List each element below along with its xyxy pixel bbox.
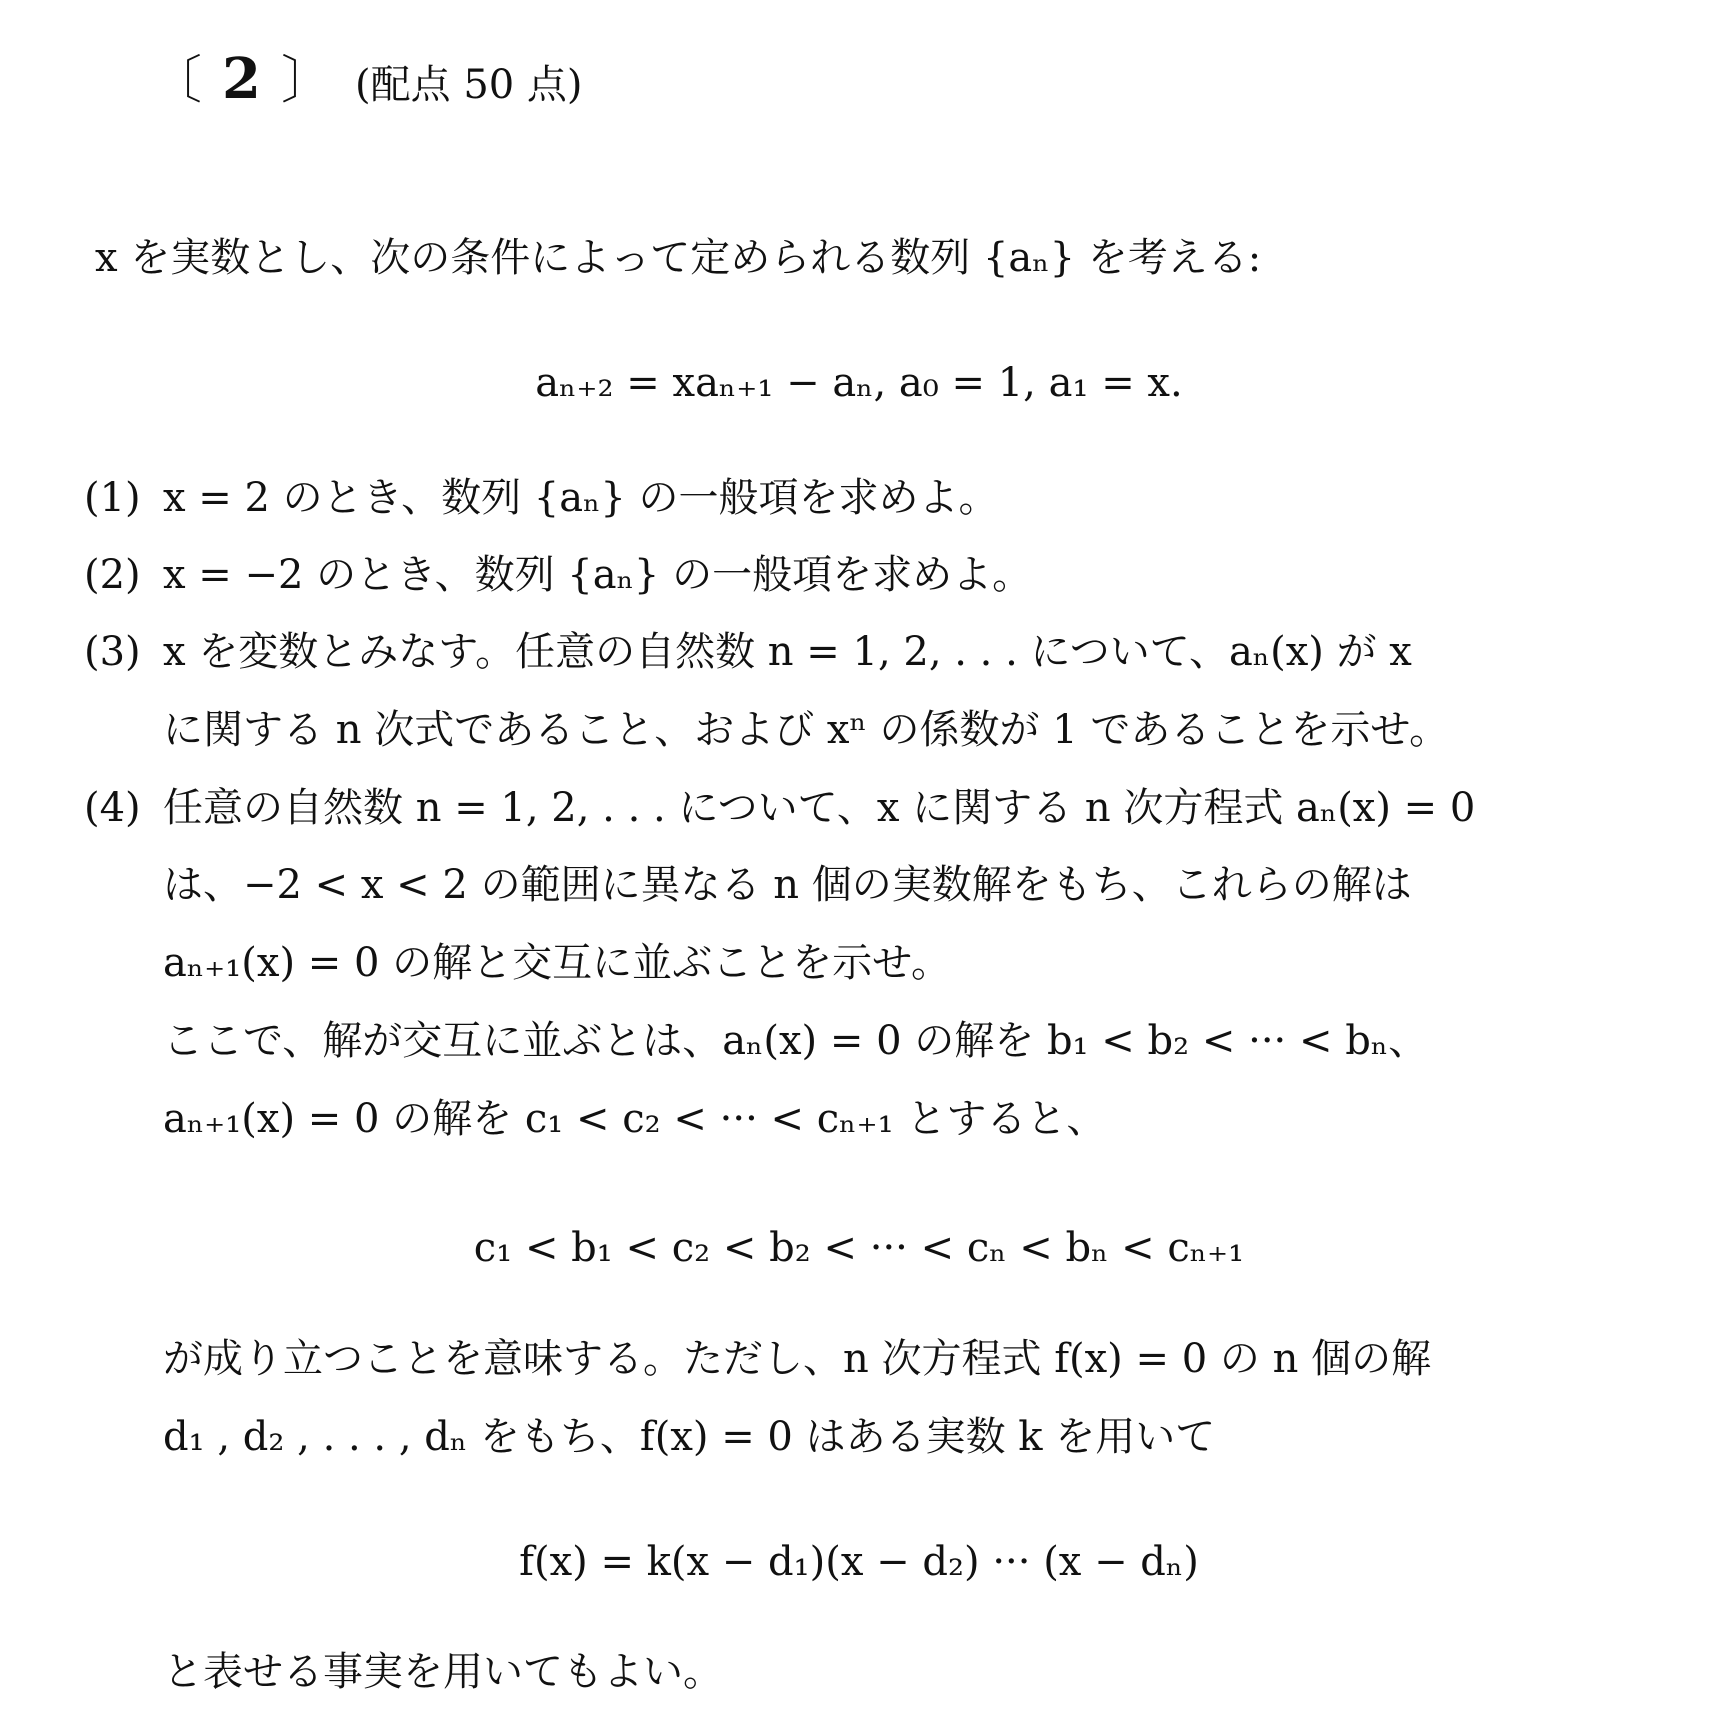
question-4-line-2: は、−2 < x < 2 の範囲に異なる n 個の実数解をもち、これらの解は xyxy=(163,862,1412,908)
question-4-line-4: ここで、解が交互に並ぶとは、aₙ(x) = 0 の解を b₁ < b₂ < ··· < bₙ、 xyxy=(163,1018,1429,1064)
factor-formula: f(x) = k(x − d₁)(x − d₂) ··· (x − dₙ) xyxy=(519,1539,1199,1585)
question-4-line-6: が成り立つことを意味する。ただし、n 次方程式 f(x) = 0 の n 個の解 xyxy=(163,1336,1432,1382)
question-4-label: (4) xyxy=(84,785,141,831)
question-1-text: x = 2 のとき、数列 {aₙ} の一般項を求めよ。 xyxy=(163,475,999,521)
question-3-line-2: に関する n 次式であること、および xⁿ の係数が 1 であることを示せ。 xyxy=(163,707,1450,753)
question-4-line-5: aₙ₊₁(x) = 0 の解を c₁ < c₂ < ··· < cₙ₊₁ とすると、 xyxy=(163,1096,1107,1142)
intro-text: x を実数とし、次の条件によって定められる数列 {aₙ} を考える: xyxy=(95,235,1262,281)
bracket-close: 〕 xyxy=(280,51,333,111)
question-4-line-8: と表せる事実を用いてもよい。 xyxy=(163,1649,723,1695)
interlace-formula: c₁ < b₁ < c₂ < b₂ < ··· < cₙ < bₙ < cₙ₊₁ xyxy=(473,1225,1245,1271)
question-3-label: (3) xyxy=(84,629,141,675)
recurrence-formula: aₙ₊₂ = xaₙ₊₁ − aₙ, a₀ = 1, a₁ = x. xyxy=(535,360,1183,406)
question-4-line-7: d₁ , d₂ , . . . , dₙ をもち、f(x) = 0 はある実数 k を用いて xyxy=(163,1414,1216,1460)
problem-number: 2 xyxy=(222,46,261,112)
question-2-text: x = −2 のとき、数列 {aₙ} の一般項を求めよ。 xyxy=(163,552,1033,598)
problem-header xyxy=(150,44,583,120)
question-4-line-3: aₙ₊₁(x) = 0 の解と交互に並ぶことを示せ。 xyxy=(163,940,951,986)
question-2-label: (2) xyxy=(84,552,141,598)
question-1-label: (1) xyxy=(84,475,141,521)
bracket-open: 〔 xyxy=(150,51,203,111)
question-3-line-1: x を変数とみなす。任意の自然数 n = 1, 2, . . . について、aₙ(x) が x xyxy=(163,629,1412,675)
question-4-line-1: 任意の自然数 n = 1, 2, . . . について、x に関する n 次方程式 aₙ(x) = 0 xyxy=(163,785,1476,831)
points-label: (配点 50 点) xyxy=(355,62,583,108)
